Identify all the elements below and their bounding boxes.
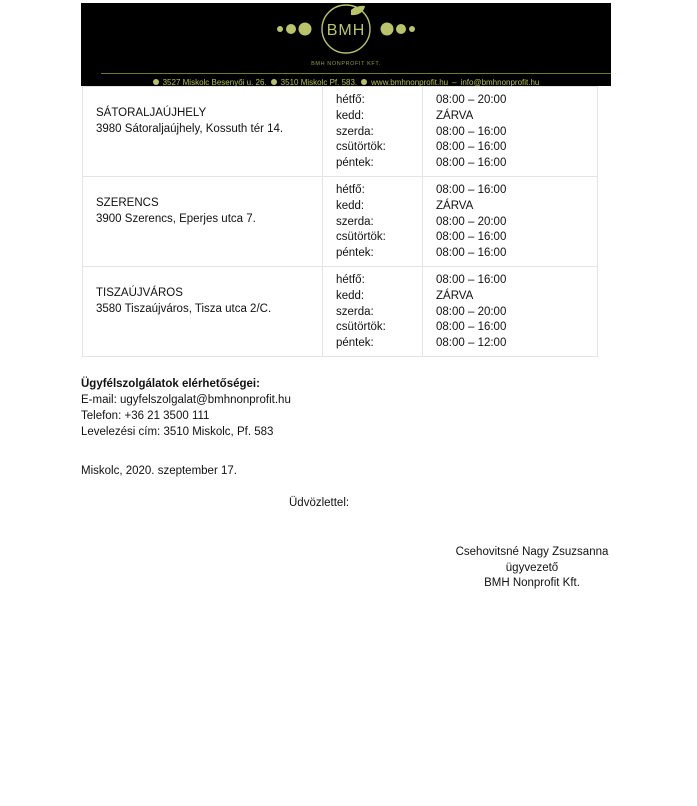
- day-label: péntek:: [336, 247, 374, 260]
- logo-dot: [277, 26, 283, 32]
- day-label: csütörtök:: [336, 141, 386, 154]
- location-cell: [83, 176, 323, 266]
- time-value: ZÁRVA: [436, 289, 474, 302]
- location-address: 3900 Szerencs, Eperjes utca 7.: [96, 212, 256, 225]
- time-value: 08:00 – 16:00: [436, 273, 507, 286]
- day-label: péntek:: [336, 337, 374, 350]
- location-address: 3580 Tiszaújváros, Tisza utca 2/C.: [96, 302, 272, 315]
- signer-role: ügyvezető: [505, 561, 559, 574]
- day-label: kedd:: [336, 199, 365, 212]
- contact-email[interactable]: E-mail: ugyfelszolgalat@bmhnonprofit.hu: [81, 394, 291, 406]
- time-value: 08:00 – 16:00: [436, 125, 507, 138]
- time-value: 08:00 – 16:00: [436, 321, 507, 334]
- location-city: TISZAÚJVÁROS: [96, 286, 183, 299]
- header-email[interactable]: info@bmhnonprofit.hu: [460, 77, 540, 87]
- day-label: péntek:: [336, 157, 374, 170]
- bullet-icon: [271, 79, 277, 85]
- logo-dot: [381, 23, 394, 36]
- time-value: 08:00 – 16:00: [436, 141, 507, 154]
- logo-area: [81, 3, 611, 73]
- logo-dot: [286, 24, 296, 34]
- time-value: 08:00 – 16:00: [436, 247, 507, 260]
- location-address: 3980 Sátoraljaújhely, Kossuth tér 14.: [96, 122, 284, 135]
- time-value: 08:00 – 20:00: [436, 305, 507, 318]
- contact-block: [81, 376, 291, 440]
- contacts-title: Ügyfélszolgálatok elérhetőségei:: [81, 378, 260, 390]
- logo-dot: [396, 24, 406, 34]
- bmh-logo-graphic: [81, 3, 611, 73]
- time-value: 08:00 – 16:00: [436, 157, 507, 170]
- location-cell: [83, 266, 323, 356]
- signature-block: [440, 545, 624, 592]
- signer-name: Csehovitsné Nagy Zsuzsanna: [455, 546, 609, 558]
- days-cell: [323, 87, 423, 177]
- location-city: SÁTORALJAÚJHELY: [96, 107, 207, 119]
- time-value: ZÁRVA: [436, 109, 474, 122]
- time-value: 08:00 – 16:00: [436, 183, 507, 196]
- day-label: csütörtök:: [336, 321, 386, 334]
- signer-company: BMH Nonprofit Kft.: [484, 577, 580, 589]
- table-row: [83, 87, 598, 177]
- day-label: szerda:: [336, 215, 374, 228]
- header-address-1: 3527 Miskolc Besenyői u. 26.: [162, 77, 267, 87]
- days-cell: [323, 176, 423, 266]
- logo-dot: [409, 26, 415, 32]
- logo-subtitle: BMH NONPROFIT KFT.: [311, 61, 381, 67]
- letterhead: [81, 3, 611, 86]
- header-divider: [101, 73, 611, 74]
- logo-dot: [299, 23, 312, 36]
- day-label: kedd:: [336, 109, 365, 122]
- time-value: 08:00 – 20:00: [436, 94, 507, 106]
- day-label: szerda:: [336, 305, 374, 318]
- time-value: 08:00 – 16:00: [436, 231, 507, 244]
- time-value: 08:00 – 12:00: [436, 337, 507, 350]
- bullet-icon: [361, 79, 367, 85]
- day-label: hétfő:: [336, 183, 365, 196]
- letter-date: Miskolc, 2020. szeptember 17.: [81, 465, 237, 477]
- greeting: Üdvözlettel:: [289, 497, 350, 509]
- time-value: 08:00 – 20:00: [436, 215, 507, 228]
- times-cell: [423, 87, 598, 177]
- times-cell: [423, 266, 598, 356]
- days-cell: [323, 266, 423, 356]
- day-label: szerda:: [336, 125, 374, 138]
- bullet-icon: [153, 79, 159, 85]
- location-city: SZERENCS: [96, 196, 159, 209]
- header-address-2: 3510 Miskolc Pf. 583.: [280, 77, 358, 87]
- header-website[interactable]: www.bmhnonprofit.hu: [371, 77, 449, 87]
- day-label: kedd:: [336, 289, 365, 302]
- logo-text: BMH: [326, 22, 366, 39]
- day-label: hétfő:: [336, 94, 365, 106]
- header-separator: –: [452, 77, 457, 87]
- times-cell: [423, 176, 598, 266]
- table-row: [83, 176, 598, 266]
- leaf-icon: [351, 6, 365, 15]
- table-row: [83, 266, 598, 356]
- time-value: ZÁRVA: [436, 199, 474, 212]
- contact-phone: Telefon: +36 21 3500 111: [81, 410, 210, 422]
- location-cell: [83, 87, 323, 177]
- contact-postal: Levelezési cím: 3510 Miskolc, Pf. 583: [81, 426, 274, 438]
- day-label: csütörtök:: [336, 231, 386, 244]
- day-label: hétfő:: [336, 273, 365, 286]
- opening-hours-table: [82, 86, 598, 357]
